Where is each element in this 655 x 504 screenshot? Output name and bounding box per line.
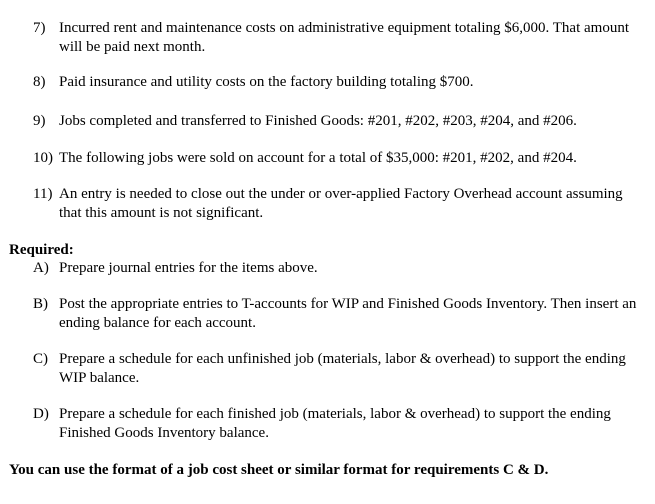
requirement-text: Post the appropriate entries to T-accounts for WIP and Finished Goods Inventory. Then insert an ending balance for each account. bbox=[59, 296, 637, 331]
item-number: 10) bbox=[33, 150, 53, 166]
requirement-letter: A) bbox=[33, 260, 49, 276]
requirement-letter: D) bbox=[33, 406, 49, 422]
list-item-7 bbox=[33, 19, 645, 57]
requirement-b bbox=[33, 295, 645, 333]
list-item-11 bbox=[33, 185, 645, 223]
item-number: 8) bbox=[33, 74, 46, 90]
requirement-letter: B) bbox=[33, 296, 48, 312]
required-heading: Required: bbox=[9, 242, 74, 258]
requirement-text: Prepare journal entries for the items above. bbox=[59, 260, 318, 276]
requirement-a bbox=[33, 259, 645, 278]
list-item-9 bbox=[33, 112, 645, 131]
item-text: Incurred rent and maintenance costs on administrative equipment totaling $6,000. That amount will be paid next month. bbox=[59, 20, 629, 55]
requirement-text: Prepare a schedule for each finished job (materials, labor & overhead) to support the ending Finished Goods Inventory balance. bbox=[59, 406, 611, 441]
item-number: 7) bbox=[33, 20, 46, 36]
requirement-d bbox=[33, 405, 645, 443]
requirement-c bbox=[33, 350, 645, 388]
requirement-text: Prepare a schedule for each unfinished job (materials, labor & overhead) to support the ending WIP balance. bbox=[59, 351, 626, 386]
footer-note: You can use the format of a job cost sheet or similar format for requirements C & D. bbox=[9, 462, 549, 478]
item-text: Paid insurance and utility costs on the factory building totaling $700. bbox=[59, 74, 474, 90]
item-text: The following jobs were sold on account for a total of $35,000: #201, #202, and #204. bbox=[59, 150, 577, 166]
item-number: 9) bbox=[33, 113, 46, 129]
list-item-10 bbox=[33, 149, 645, 168]
item-text: An entry is needed to close out the under or over-applied Factory Overhead account assuming that this amount is not significant. bbox=[59, 186, 623, 221]
list-item-8 bbox=[33, 73, 645, 92]
requirement-letter: C) bbox=[33, 351, 48, 367]
item-text: Jobs completed and transferred to Finished Goods: #201, #202, #203, #204, and #206. bbox=[59, 113, 577, 129]
item-number: 11) bbox=[33, 186, 53, 202]
